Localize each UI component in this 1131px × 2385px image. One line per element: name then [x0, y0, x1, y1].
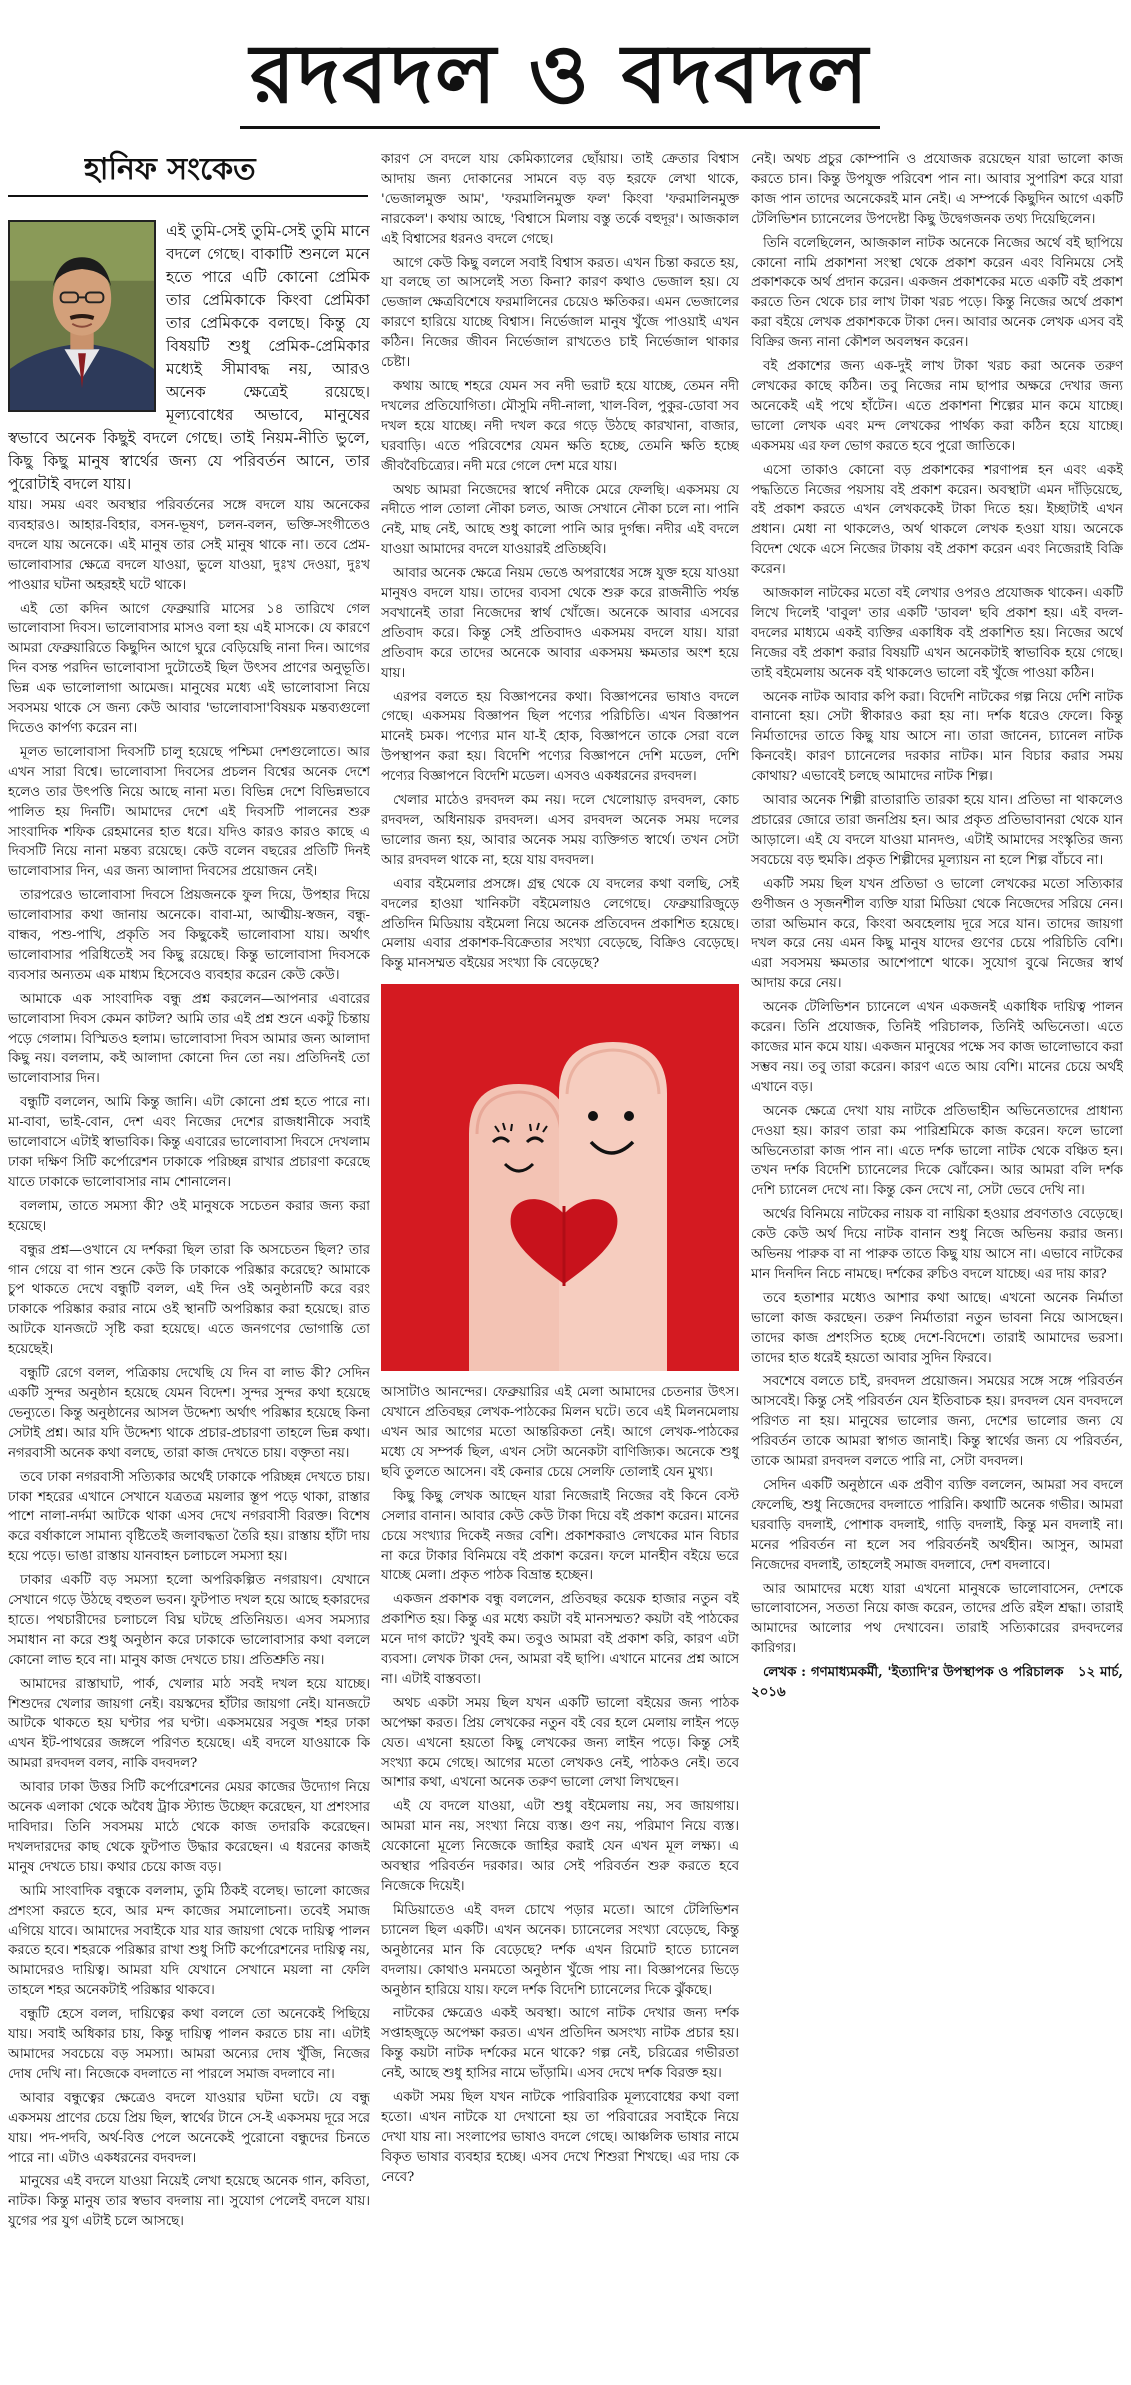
article-paragraph: অনেক টেলিভিশন চ্যানেলে এখন একজনই একাধিক দায়িত্ব পালন করেন। তিনি প্রযোজক, তিনিই পরিচালক, তিনিই অভিনেতা। এতে কাজের মান কমে যায়। একজন মানুষের পক্ষে সব কাজ ভালোভাবে করা সম্ভব নয়। তবু তারা করেন। কারণ এতে আয় বেশি। মানের চেয়ে অর্থই এখানে বড়। [751, 1000, 1123, 1095]
article-paragraph: অথচ আমরা নিজেদের স্বার্থে নদীকে মেরে ফেলছি। একসময় যে নদীতে পাল তোলা নৌকা চলত, আজ সেখানে নৌকা চলে না। পানি নেই, মাছ নেই, আছে শুধু কালো পানি আর দুর্গন্ধ। নদীর এই বদলে যাওয়া আমাদের বদলে যাওয়ারই প্রতিচ্ছবি। [381, 482, 739, 558]
article-paragraph: নাটকের ক্ষেত্রেও একই অবস্থা। আগে নাটক দেখার জন্য দর্শক সপ্তাহজুড়ে অপেক্ষা করত। এখন প্রতিদিন অসংখ্য নাটক প্রচার হয়। কিন্তু কয়টা নাটক দর্শকের মনে থাকে? গল্প নেই, চরিত্রের গভীরতা নেই, আছে শুধু হাসির নামে ভাঁড়ামি। এসব দেখে দর্শক বিরক্ত হয়। [381, 2006, 739, 2082]
article-paragraph: সেদিন একটি অনুষ্ঠানে এক প্রবীণ ব্যক্তি বললেন, আমরা সব বদলে ফেলেছি, শুধু নিজেদের বদলাতে পারিনি। কথাটি অনেক গভীর। আমরা ঘরবাড়ি বদলাই, পোশাক বদলাই, গাড়ি বদলাই, কিন্তু মন বদলাই না। মনের পরিবর্তন না হলে সব পরিবর্তনই অর্থহীন। আসুন, আমরা নিজেদের বদলাই, তাহলেই সমাজ বদলাবে, দেশ বদলাবে। [751, 1478, 1123, 1573]
column-3-body [751, 150, 1123, 1659]
article-paragraph: বন্ধুর প্রশ্ন—ওখানে যে দর্শকরা ছিল তারা কি অসচেতন ছিল? তার গান গেয়ে বা গান শুনে কেউ কি ঢাকাকে পরিষ্কার করেছে? আমাকে চুপ থাকতে দেখে বন্ধুটি বলল, এই দিন ওই অনুষ্ঠানটি করে বরং ঢাকাকে পরিষ্কার করার নামে ওই স্থানটি অপরিষ্কার করা হয়েছে। রাত আটকে যানজটে সৃষ্টি করা হয়েছে। এতে জনগণের ভোগান্তি তো হয়েছেই। [8, 1242, 370, 1358]
article-paragraph: ঢাকার একটি বড় সমস্যা হলো অপরিকল্পিত নগরায়ণ। যেখানে সেখানে গড়ে উঠছে বহুতল ভবন। ফুটপাত দখল হয়ে আছে হকারদের হাতে। পথচারীদের চলাচলে বিঘ্ন ঘটছে প্রতিনিয়ত। এসব সমস্যার সমাধান না করে শুধু অনুষ্ঠান করে ঢাকাকে ভালোবাসার কথা বললে কোনো লাভ হবে না। মানুষ কাজ দেখতে চায়। প্রতিশ্রুতি নয়। [8, 1573, 370, 1668]
article-paragraph: কিছু কিছু লেখক আছেন যারা নিজেরাই নিজের বই কিনে বেস্ট সেলার বানান। আবার কেউ কেউ টাকা দিয়ে বই প্রকাশ করেন। মানের চেয়ে সংখ্যার দিকেই নজর বেশি। প্রকাশকরাও লেখকের মান বিচার না করে টাকার বিনিময়ে বই প্রকাশ করেন। ফলে মানহীন বইয়ে ভরে যাচ্ছে মেলা। প্রকৃত পাঠক বিভ্রান্ত হচ্ছেন। [381, 1488, 739, 1584]
article-paragraph: একজন প্রকাশক বন্ধু বললেন, প্রতিবছর কয়েক হাজার নতুন বই প্রকাশিত হয়। কিন্তু এর মধ্যে কয়টা বই মানসম্মত? কয়টা বই পাঠকের মনে দাগ কাটে? খুবই কম। তবুও আমরা বই প্রকাশ করি, কারণ এটা ব্যবসা। লেখক টাকা দেন, আমরা বই ছাপি। এখানে মানের প্রশ্ন আসে না। এটাই বাস্তবতা। [381, 1592, 739, 1687]
article-date: ১২ মার্চ, ২০১৬ [751, 1665, 1123, 1701]
article-paragraph: মিডিয়াতেও এই বদল চোখে পড়ার মতো। আগে টেলিভিশন চ্যানেল ছিল একটি। এখন অনেক। চ্যানেলের সংখ্যা বেড়েছে, কিন্তু অনুষ্ঠানের মান কি বেড়েছে? দর্শক এখন রিমোট হাতে চ্যানেল বদলায়। কোথাও মনমতো অনুষ্ঠান খুঁজে পায় না। বিজ্ঞাপনের ভিড়ে অনুষ্ঠান হারিয়ে যায়। ফলে দর্শক বিদেশি চ্যানেলের দিকে ঝুঁকছে। [381, 1902, 739, 1998]
article-paragraph: আমি সাংবাদিক বন্ধুকে বললাম, তুমি ঠিকই বলেছ। ভালো কাজের প্রশংসা করতে হবে, আর মন্দ কাজের সমালোচনা। তবেই সমাজ এগিয়ে যাবে। আমাদের সবাইকে যার যার জায়গা থেকে দায়িত্ব পালন করতে হবে। শহরকে পরিষ্কার রাখা শুধু সিটি কর্পোরেশনের দায়িত্ব নয়, আমাদেরও দায়িত্ব। আমরা যদি যেখানে সেখানে ময়লা না ফেলি তাহলে শহর অনেকটাই পরিষ্কার থাকবে। [8, 1883, 370, 1999]
article-column-2 [381, 150, 739, 2378]
article-paragraph: তিনি বলেছিলেন, আজকাল নাটক অনেকে নিজের অর্থে বই ছাপিয়ে কোনো নামি প্রকাশনা সংস্থা থেকে প্রকাশ করেন এবং বিনিময়ে সেই প্রকাশককে অর্থ প্রদান করেন। একজন প্রকাশকের মতে একটি বই প্রকাশ করতে তিন থেকে চার লাখ টাকা খরচ পড়ে। কিন্তু নিজের অর্থে প্রকাশ করা বইয়ে লেখক প্রকাশককে টাকা দেন। আবার অনেক লেখক এসব বই বিক্রির জন্য নানা কৌশল অবলম্বন করেন। [751, 235, 1123, 351]
article-paragraph: আগে কেউ কিছু বললে সবাই বিশ্বাস করত। এখন চিন্তা করতে হয়, যা বলছে তা আসলেই সত্য কিনা? কারণ কথাও ভেজাল হয়। যে ভেজাল ক্ষেত্রবিশেষে ফরমালিনের চেয়েও ক্ষতিকর। এমন ভেজালের কারণে হারিয়ে যাচ্ছে বিশ্বাস। নির্ভেজাল মানুষ খুঁজে পাওয়াই এখন কঠিন। নিজের জীবন নির্ভেজাল রাখতেও চাই নির্ভেজাল থাকার চেষ্টা। [381, 255, 739, 371]
article-paragraph: বই প্রকাশের জন্য এক-দুই লাখ টাকা খরচ করা অনেক তরুণ লেখকের কাছে কঠিন। তবু নিজের নাম ছাপার অক্ষরে দেখার জন্য অনেকেই এই পথে হাঁটেন। এতে প্রকাশনা শিল্পের মান কমে যাচ্ছে। ভালো লেখক এবং মন্দ লেখকের পার্থক্য করা কঠিন হয়ে যাচ্ছে। একসময় এর ফল ভোগ করতে হবে পুরো জাতিকে। [751, 359, 1123, 454]
article-paragraph: অথচ একটা সময় ছিল যখন একটি ভালো বইয়ের জন্য পাঠক অপেক্ষা করত। প্রিয় লেখকের নতুন বই বের হলে মেলায় লাইন পড়ে যেত। এখনো হয়তো কিছু লেখকের জন্য লাইন পড়ে। কিন্তু সেই সংখ্যা কমে গেছে। আগের মতো লেখকও নেই, পাঠকও নেই। তবে আশার কথা, এখনো অনেক তরুণ ভালো লেখা লিখছেন। [381, 1695, 739, 1791]
article-paragraph: এরপর বলতে হয় বিজ্ঞাপনের কথা। বিজ্ঞাপনের ভাষাও বদলে গেছে। একসময় বিজ্ঞাপন ছিল পণ্যের পরিচিতি। এখন বিজ্ঞাপন মানেই চমক। পণ্যের মান যা-ই হোক, বিজ্ঞাপনে তাকে সেরা বলে উপস্থাপন করা হয়। বিদেশি পণ্যের বিজ্ঞাপনে দেশি মডেল, দেশি পণ্যের বিজ্ঞাপনে বিদেশি মডেল। এসবও একধরনের রদবদল। [381, 689, 739, 785]
article-paragraph: তবে হতাশার মধ্যেও আশার কথা আছে। এখনো অনেক নির্মাতা ভালো কাজ করছেন। তরুণ নির্মাতারা নতুন ভাবনা নিয়ে আসছেন। তাদের কাজ প্রশংসিত হচ্ছে দেশে-বিদেশে। তারাই আমাদের ভরসা। তাদের হাত ধরেই হয়তো আবার সুদিন ফিরবে। [751, 1290, 1123, 1366]
article-paragraph: মানুষের এই বদলে যাওয়া নিয়েই লেখা হয়েছে অনেক গান, কবিতা, নাটক। কিন্তু মানুষ তার স্বভাব বদলায় না। সুযোগ পেলেই বদলে যায়। যুগের পর যুগ এটাই চলে আসছে। [8, 2174, 370, 2230]
byline-divider [8, 195, 368, 197]
article-paragraph: মূলত ভালোবাসা দিবসটি চালু হয়েছে পশ্চিমা দেশগুলোতে। আর এখন সারা বিশ্বে। ভালোবাসা দিবসের প্রচলন বিশ্বের অনেক দেশে হলেও তার উৎপত্তি নিয়ে আছে নানা মত। বিভিন্ন দেশে বিভিন্নভাবে পালিত হয় দিনটি। আমাদের দেশে এই দিবসটি পালনের শুরু সাংবাদিক শফিক রেহমানের হাত ধরে। যদিও কারও কারও কাছে এ দিবসটি নিয়ে নানা মন্তব্য রয়েছে। কেউ বলেন বছরের প্রতিটি দিনই ভালোবাসার দিন, এর জন্য আলাদা দিবসের প্রয়োজন নেই। [8, 744, 370, 880]
article-column-3 [751, 150, 1123, 2378]
title-divider [240, 126, 880, 129]
column-2-top-body [381, 150, 739, 974]
article-paragraph: কারণ সে বদলে যায় কেমিক্যালের ছোঁয়ায়। তাই ক্রেতার বিশ্বাস আদায় জন্য দোকানের সামনে বড় বড় হরফে লেখা থাকে, 'ভেজালমুক্ত আম', 'ফরমালিনমুক্ত ফল' কিংবা 'ফরমালিনমুক্ত নারকেল'। কথায় আছে, 'বিশ্বাসে মিলায় বস্তু তর্কে বহুদূর'। আজকাল এই বিশ্বাসের ধরনও বদলে গেছে। [381, 152, 739, 247]
article-paragraph: অর্থের বিনিময়ে নাটকের নায়ক বা নায়িকা হওয়ার প্রবণতাও বেড়েছে। কেউ কেউ অর্থ দিয়ে নাটক বানান শুধু নিজে অভিনয় করার জন্য। অভিনয় পারুক বা না পারুক তাতে কিছু যায় আসে না। এভাবে নাটকের মান দিনদিন নিচে নামছে। দর্শকের রুচিও বদলে যাচ্ছে। এর দায় কার? [751, 1207, 1123, 1282]
article-paragraph: সবশেষে বলতে চাই, রদবদল প্রয়োজন। সময়ের সঙ্গে সঙ্গে পরিবর্তন আসবেই। কিন্তু সেই পরিবর্তন যেন ইতিবাচক হয়। রদবদল যেন বদবদলে পরিণত না হয়। মানুষের ভালোর জন্য, দেশের ভালোর জন্য যে পরিবর্তন তাকে আমরা স্বাগত জানাই। কিন্তু স্বার্থের জন্য যে পরিবর্তন, তাকে আমরা রদবদল বলতে পারি না, সেটা বদবদল। [751, 1374, 1123, 1470]
article-paragraph: আমাদের রাস্তাঘাট, পার্ক, খেলার মাঠ সবই দখল হয়ে যাচ্ছে। শিশুদের খেলার জায়গা নেই। বয়স্কদের হাঁটার জায়গা নেই। যানজটে আটকে থাকতে হয় ঘণ্টার পর ঘণ্টা। একসময়ের সবুজ শহর ঢাকা এখন ইট-পাথরের জঙ্গলে পরিণত হয়েছে। এই বদলে যাওয়াকে কি আমরা রদবদল বলব, নাকি বদবদল? [8, 1676, 370, 1772]
article-paragraph: বললাম, তাতে সমস্যা কী? ওই মানুষকে সচেতন করার জন্য করা হয়েছে। [8, 1198, 370, 1234]
article-paragraph: তারপরেও ভালোবাসা দিবসে প্রিয়জনকে ফুল দিয়ে, উপহার দিয়ে ভালোবাসার কথা জানায় অনেকে। বাবা-মা, আত্মীয়-স্বজন, বন্ধু-বান্ধব, পশু-পাখি, প্রকৃতি সব কিছুকেই ভালোবাসা যায়। অর্থাৎ ভালোবাসার পরিধিতেই সব কিছু রয়েছে। কিন্তু ভালোবাসা দিবসকে ব্যবসার অন্যতম এক মাধ্যম হিসেবেও ব্যবহার করেন কেউ কেউ। [8, 888, 370, 983]
author-signature [751, 1663, 1123, 1703]
article-paragraph: অনেক নাটক আবার কপি করা। বিদেশি নাটকের গল্প নিয়ে দেশি নাটক বানানো হয়। সেটা স্বীকারও করা হয় না। দর্শক ধরেও ফেলে। কিন্তু নির্মাতাদের তাতে কিছু যায় আসে না। তারা জানেন, চ্যানেল নাটক কিনবেই। কারণ চ্যানেলের দরকার নাটক। মান বিচার করার সময় কোথায়? এভাবেই চলছে আমাদের নাটক শিল্প। [751, 689, 1123, 785]
column-1-body [8, 496, 370, 2232]
author-signature-text: লেখক : গণমাধ্যমকর্মী, 'ইত্যাদি'র উপস্থাপক ও পরিচালক [763, 1665, 1064, 1681]
article-paragraph: আবার বন্ধুত্বের ক্ষেত্রেও বদলে যাওয়ার ঘটনা ঘটে। যে বন্ধু একসময় প্রাণের চেয়ে প্রিয় ছিল, স্বার্থের টানে সে-ই একসময় দূরে সরে যায়। পদ-পদবি, অর্থ-বিত্ত পেলে অনেকেই পুরোনো বন্ধুদের চিনতে পারে না। এটাও একধরনের বদবদল। [8, 2090, 370, 2166]
article-paragraph: আজকাল নাটকের মতো বই লেখার ওপরও প্রযোজক থাকেন। একটি লিখে দিলেই 'বাবুল' তার একটি 'ডাবল' ছবি প্রকাশ হয়। এই বদল-বদলের মাধ্যমে একই ব্যক্তির একাধিক বই প্রকাশিত হয়। নিজের অর্থে নিজের বই প্রকাশ করার বিষয়টি এখন অনেকটাই স্বাভাবিক হয়ে গেছে। তাই বইমেলায় অনেক বই থাকলেও ভালো বই খুঁজে পাওয়া কঠিন। [751, 586, 1123, 681]
article-paragraph: এই তো কদিন আগে ফেব্রুয়ারি মাসের ১৪ তারিখে গেল ভালোবাসা দিবস। ভালোবাসার মাসও বলা হয় এই মাসকে। যে কারণে আমরা ফেব্রুয়ারিতে কিছুদিন আগে ঘুরে বেড়িয়েছি নানা দিন। আগের দিন বসন্ত পরদিন ভালোবাসা দুটোতেই ছিল উৎসব প্রাণের অনুভূতি। ভিন্ন এক ভালোলাগা আমেজ। মানুষের মধ্যে এই ভালোবাসা নিয়ে সবসময় থাকে সে জন্য কেউ আবার 'ভালোবাসা'বিষয়ক মন্তব্যগুলো দিতেও কার্পণ্য করেন না। [8, 601, 370, 736]
article-paragraph: তবে ঢাকা নগরবাসী সত্যিকার অর্থেই ঢাকাকে পরিচ্ছন্ন দেখতে চায়। ঢাকা শহরের এখানে সেখানে যত্রতত্র ময়লার স্তূপ পড়ে থাকা, রাস্তার পাশে নালা-নর্দমা আটকে থাকা এসব দেখে নগরবাসী বিরক্ত। বিশেষ করে বর্ষাকালে সামান্য বৃষ্টিতেই জলাবদ্ধতা তৈরি হয়। রাস্তায় হাঁটা দায় হয়ে পড়ে। ভাঙা রাস্তায় যানবাহন চলাচলে সমস্যা হয়। [8, 1469, 370, 1565]
article-paragraph: এসো তাকাও কোনো বড় প্রকাশকের শরণাপন্ন হন এবং একই পদ্ধতিতে নিজের পয়সায় বই প্রকাশ করেন। অবস্থাটা এমন দাঁড়িয়েছে, বই প্রকাশ করতে এখন লেখককেই টাকা দিতে হয়। ইচ্ছাটাই এখন প্রধান। মেধা না থাকলেও, অর্থ থাকলে লেখক হওয়া যায়। অনেকে বিদেশ থেকে এসে নিজের টাকায় বই প্রকাশ করেন এবং নিজেরাই বিক্রি করেন। [751, 462, 1123, 578]
article-paragraph: এই যে বদলে যাওয়া, এটা শুধু বইমেলায় নয়, সব জায়গায়। আমরা মান নয়, সংখ্যা নিয়ে ব্যস্ত। গুণ নয়, পরিমাণ নিয়ে ব্যস্ত। যেকোনো মূল্যে নিজেকে জাহির করাই যেন এখন মূল লক্ষ্য। এ অবস্থার পরিবর্তন দরকার। আর সেই পরিবর্তন শুরু করতে হবে নিজেকে দিয়েই। [381, 1799, 739, 1894]
article-paragraph: অনেক ক্ষেত্রে দেখা যায় নাটকে প্রতিভাহীন অভিনেতাদের প্রাধান্য দেওয়া হয়। কারণ তারা কম পারিশ্রমিকে কাজ করেন। ফলে ভালো অভিনেতারা কাজ পান না। এতে দর্শক ভালো নাটক থেকে বঞ্চিত হন। তখন দর্শক বিদেশি চ্যানেলের দিকে ঝোঁকেন। আর আমরা বলি দর্শক দেশি চ্যানেল দেখে না। কিন্তু কেন দেখে না, সেটা ভেবে দেখি না। [751, 1103, 1123, 1199]
article-intro: এই তুমি-সেই তুমি-সেই তুমি মানে বদলে গেছে। বাকাটি শুনলে মনে হতে পারে এটি কোনো প্রেমিক তার প্রেমিকাকে কিংবা প্রেমিকা তার প্রেমিককে বলছে। কিন্তু যে বিষয়টি শুধু প্রেমিক-প্রেমিকার মধ্যেই সীমাবদ্ধ নয়, আরও অনেক ক্ষেত্রেই রয়েছে। মূল্যবোধের অভাবে, মানুষের স্বভাবে অনেক কিছুই বদলে গেছে। তাই নিয়ম-নীতি ভুলে, কিছু কিছু মানুষ স্বার্থের জন্য যে পরিবর্তন আনে, তার পুরোটাই বদলে যায়। [8, 222, 370, 493]
illustration-image [381, 984, 739, 1371]
article-paragraph: এবার বইমেলার প্রসঙ্গে। গ্রন্থ থেকে যে বদলের কথা বলছি, সেই বদলের হাওয়া খানিকটা বইমেলায়ও লেগেছে। ফেব্রুয়ারিজুড়ে প্রতিদিন মিডিয়ায় বইমেলা নিয়ে অনেক প্রতিবেদন প্রকাশিত হয়েছে। মেলায় এবার প্রকাশক-বিক্রেতার সংখ্যা বেড়েছে, বিক্রিও বেড়েছে। কিন্তু মানসম্মত বইয়ের সংখ্যা কি বেড়েছে? [381, 876, 739, 972]
article-paragraph: আবার অনেক শিল্পী রাতারাতি তারকা হয়ে যান। প্রতিভা না থাকলেও প্রচারের জোরে তারা জনপ্রিয় হন। আর প্রকৃত প্রতিভাবানরা থেকে যান আড়ালে। এই যে বদলে যাওয়া মানদণ্ড, এটাই আমাদের সংস্কৃতির জন্য সবচেয়ে বড় হুমকি। প্রকৃত শিল্পীদের মূল্যায়ন না হলে শিল্প বাঁচবে না। [751, 793, 1123, 868]
article-paragraph: একটি সময় ছিল যখন প্রতিভা ও ভালো লেখকের মতো সত্যিকার গুণীজন ও সৃজনশীল ব্যক্তি যারা মিডিয়া থেকে নিজেদের সরিয়ে নেন। তারা অভিমান করে, কিংবা অবহেলায় দূরে সরে যান। তাদের জায়গা দখল করে নেয় এমন কিছু মানুষ যাদের গুণের চেয়ে পরিচিতি বেশি। এরা সবসময় ক্ষমতার আশেপাশে থাকে। সুযোগ বুঝে নিজের স্বার্থ আদায় করে নেয়। [751, 876, 1123, 992]
article-paragraph: আর আমাদের মধ্যে যারা এখনো মানুষকে ভালোবাসেন, দেশকে ভালোবাসেন, সততা নিয়ে কাজ করেন, তাদের প্রতি রইল শ্রদ্ধা। তারাই আমাদের আলোর পথ দেখাবেন। তারাই সত্যিকারের রদবদলের কারিগর। [751, 1581, 1123, 1657]
article-paragraph: আবার অনেক ক্ষেত্রে নিয়ম ভেঙে অপরাধের সঙ্গে যুক্ত হয়ে যাওয়া মানুষও বদলে যায়। তাদের ব্যবসা থেকে শুরু করে রাজনীতি পর্যন্ত সবখানেই তারা নিজেদের স্বার্থ খোঁজে। অনেকে আবার এসবের প্রতিবাদ করে। কিন্তু সেই প্রতিবাদও একসময় বদলে যায়। যারা প্রতিবাদ করে তাদের অনেকে আবার একসময় ক্ষমতার অংশ হয়ে যায়। [381, 566, 739, 681]
article-column-1 [8, 220, 370, 2378]
article-paragraph: খেলার মাঠেও রদবদল কম নয়। দলে খেলোয়াড় রদবদল, কোচ রদবদল, অধিনায়ক রদবদল। এসব রদবদল অনেক সময় দলের ভালোর জন্য হয়, আবার অনেক সময় ব্যক্তিগত স্বার্থে। তখন সেটা আর রদবদল থাকে না, হয়ে যায় বদবদল। [381, 793, 739, 868]
article-paragraph: যায়। সময় এবং অবস্থার পরিবর্তনের সঙ্গে বদলে যায় অনেকের ব্যবহারও। আহার-বিহার, বসন-ভূষণ, চলন-বলন, ভক্তি-সংগীতেও বদলে যায় অনেকে। এই মানুষ তার সেই মানুষ থাকে না। তবে প্রেম-ভালোবাসার ক্ষেত্রে বদলে যাওয়া, ভুলে যাওয়া, দুঃখ দেওয়া, দুঃখ পাওয়ার ঘটনা অহরহই ঘটে থাকে। [8, 498, 370, 593]
article-paragraph: একটা সময় ছিল যখন নাটকে পারিবারিক মূল্যবোধের কথা বলা হতো। এখন নাটকে যা দেখানো হয় তা পরিবারের সবাইকে নিয়ে দেখা যায় না। সংলাপের ভাষাও বদলে গেছে। আঞ্চলিক ভাষার নামে বিকৃত ভাষার ব্যবহার হচ্ছে। এসব দেখে শিশুরা শিখছে। এর দায় কে নেবে? [381, 2090, 739, 2185]
article-paragraph: আসাটাও আনন্দের। ফেব্রুয়ারির এই মেলা আমাদের চেতনার উৎস। যেখানে প্রতিবছর লেখক-পাঠকের মিলন ঘটে। তবে এই মিলনমেলায় এখন আর আগের মতো আন্তরিকতা নেই। আগে লেখক-পাঠকের মধ্যে যে সম্পর্ক ছিল, এখন সেটা অনেকটা বাণিজ্যিক। অনেকে শুধু ছবি তুলতে আসেন। বই কেনার চেয়ে সেলফি তোলাই যেন মুখ্য। [381, 1385, 739, 1480]
page-title: রদবদল ও বদবদল [250, 28, 870, 120]
author-byline: হানিফ সংকেত [84, 152, 256, 187]
article-paragraph: আমাকে এক সাংবাদিক বন্ধু প্রশ্ন করলেন—আপনার এবারের ভালোবাসা দিবস কেমন কাটল? আমি তার এই প্রশ্ন শুনে একটু চিন্তায় পড়ে গেলাম। বিস্মিতও হলাম। ভালোবাসা দিবস আমার জন্য আলাদা কিছু নয়। বললাম, কই আলাদা কোনো দিন তো নয়। প্রতিদিনই তো ভালোবাসার দিন। [8, 991, 370, 1087]
article-paragraph: নেই। অথচ প্রচুর কোম্পানি ও প্রযোজক রয়েছেন যারা ভালো কাজ করতে চান। কিন্তু উপযুক্ত পরিবেশ পান না। আবার সুপারিশ করে যারা কাজ পান তাদের অনেকেরই মান নেই। এ সম্পর্কে কিছুদিন আগে একটি টেলিভিশন চ্যানেলের উপদেষ্টা কিছু উদ্বেগজনক তথ্য দিয়েছিলেন। [751, 152, 1123, 227]
article-paragraph: বন্ধুটি রেগে বলল, পত্রিকায় দেখেছি যে দিন বা লাভ কী? সেদিন একটি সুন্দর অনুষ্ঠান হয়েছে যেমন বিদেশ। সুন্দর সুন্দর কথা হয়েছে ভেন্যুতে। কিন্তু অনুষ্ঠানের আসল উদ্দেশ্য অর্থাৎ পরিষ্কার হয়েছে কিনা সেটাই প্রশ্ন। আর যদি উদ্দেশ্য থাকে প্রচার-প্রচারণা তাহলে ভিন্ন কথা। নগরবাসী অনেক কথা বলছে, তারা কাজ দেখতে চায়। বক্তৃতা নয়। [8, 1366, 370, 1461]
article-paragraph: বন্ধুটি হেসে বলল, দায়িত্বের কথা বললে তো অনেকেই পিছিয়ে যায়। সবাই অধিকার চায়, কিন্তু দায়িত্ব পালন করতে চায় না। এটাই আমাদের সবচেয়ে বড় সমস্যা। আমরা অন্যের দোষ খুঁজি, নিজের দোষ দেখি না। নিজেকে বদলাতে না পারলে সমাজ বদলাবে না। [8, 2007, 370, 2082]
article-paragraph: বন্ধুটি বললেন, আমি কিন্তু জানি। এটা কোনো প্রশ্ন হতে পারে না। মা-বাবা, ভাই-বোন, দেশ এবং নিজের দেশের রাজধানীকে সবাই ভালোবাসে এটাই স্বাভাবিক। কিন্তু এবারের ভালোবাসা দিবসে দেখলাম ঢাকা দক্ষিণ সিটি কর্পোরেশন ঢাকাকে পরিচ্ছন্ন রাখার প্রচারণা করেছে যাতে ঢাকাকে ভালোবাসার নাম শোনালেন। [8, 1095, 370, 1190]
author-photo [8, 220, 156, 412]
article-paragraph: আবার ঢাকা উত্তর সিটি কর্পোরেশনের মেয়র কাজের উদ্যোগ নিয়ে অনেক এলাকা থেকে অবৈধ ট্রাক স্ট্যান্ড উচ্ছেদ করেছেন, যা প্রশংসার দাবিদার। তিনি সবসময় মাঠে থেকে কাজ তদারকি করেছেন। দখলদারদের কাছ থেকে ফুটপাত উদ্ধার করেছেন। এ ধরনের কাজই মানুষ দেখতে চায়। কথার চেয়ে কাজ বড়। [8, 1780, 370, 1875]
column-2-bottom-body [381, 1383, 739, 2187]
article-paragraph: কথায় আছে শহরে যেমন সব নদী ভরাট হয়ে যাচ্ছে, তেমন নদী দখলের প্রতিযোগিতা। মৌসুমি নদী-নালা, খাল-বিল, পুকুর-ডোবা সব দখল হয়ে যাচ্ছে। নদী দখল করে গড়ে উঠছে কারখানা, বাজার, ঘরবাড়ি। এতে পরিবেশের যেমন ক্ষতি হচ্ছে, তেমনি ক্ষতি হচ্ছে জীববৈচিত্র্যের। নদী মরে গেলে দেশ মরে যায়। [381, 378, 739, 474]
